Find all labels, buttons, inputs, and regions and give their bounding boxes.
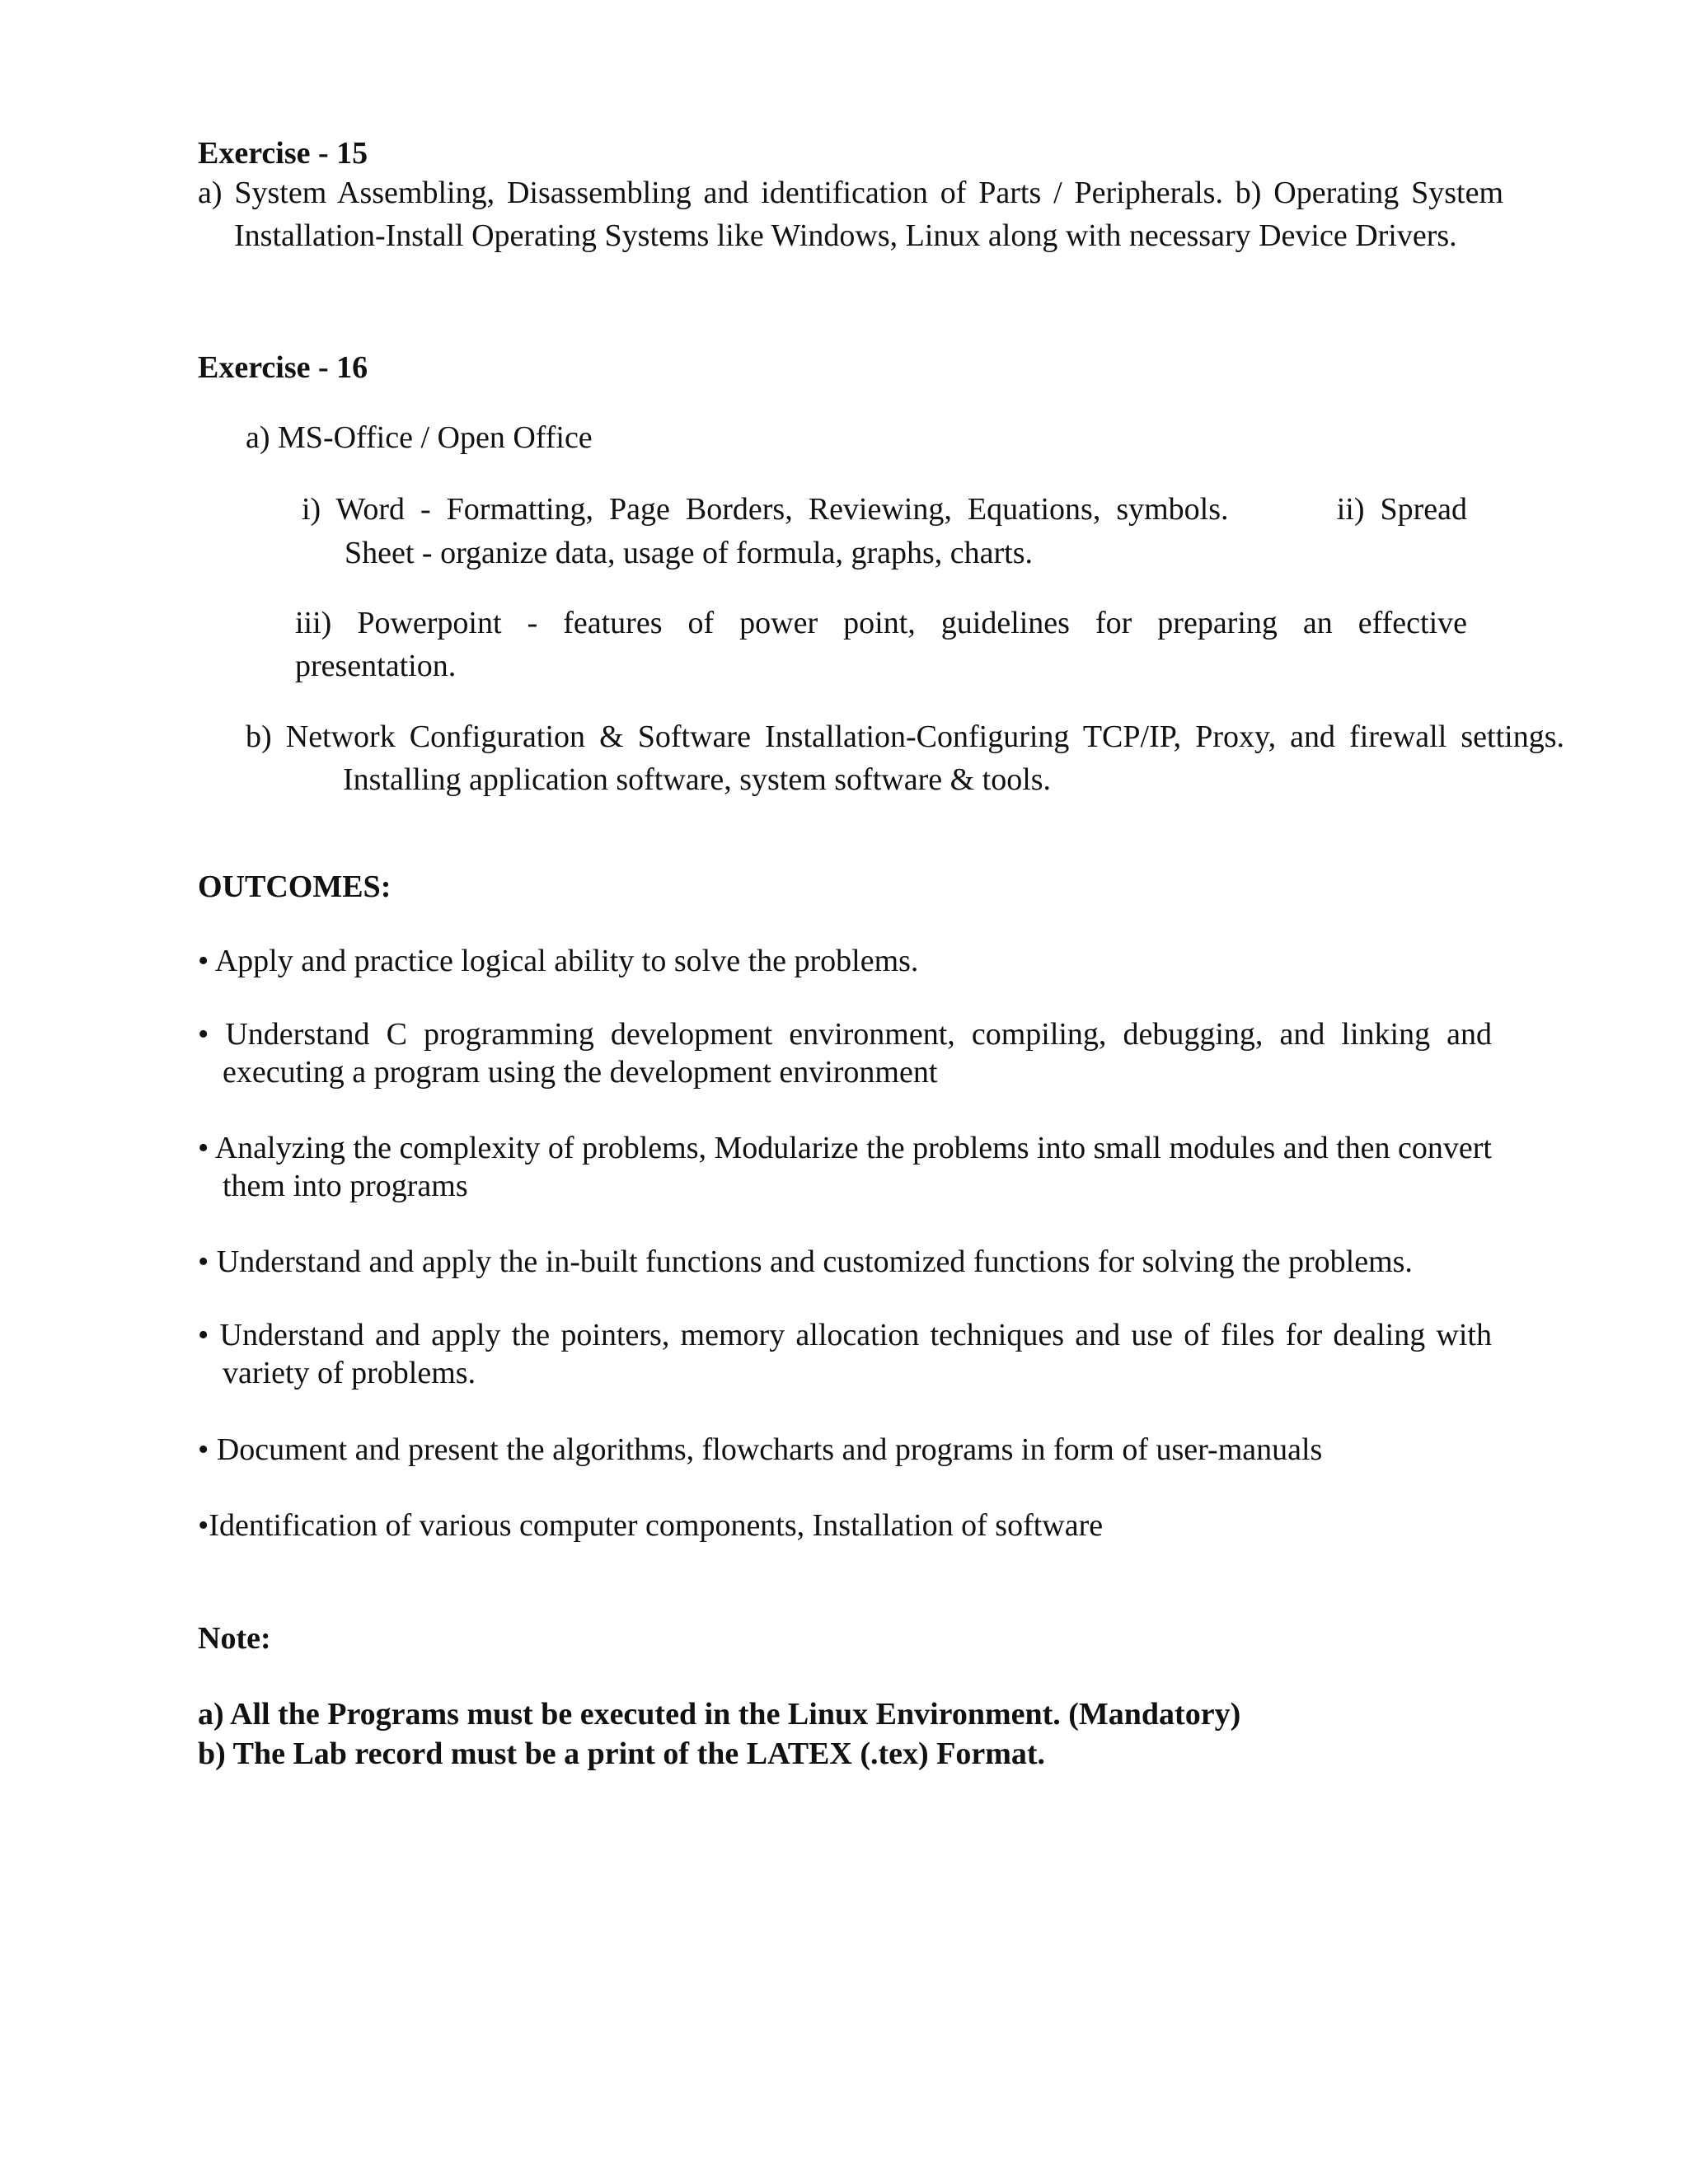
outcome-item: • Apply and practice logical ability to solve the problems. (198, 944, 919, 978)
exercise-15-text: a) System Assembling, Disassembling and identification of Parts / Peripherals. b) Operating System Installation-Install Operating Systems like Windows, Linux along with necessary Device Drivers. (198, 176, 1503, 253)
outcome-item: • Document and present the algorithms, flowcharts and programs in form of user-manuals (198, 1432, 1323, 1467)
exercise-16-i-word: i) Word - Formatting, Page Borders, Reviewing, Equations, symbols. (302, 492, 1229, 527)
note-line-latex: b) The Lab record must be a print of the LATEX (.tex) Format. (198, 1736, 1046, 1771)
exercise-16-title: Exercise - 16 (198, 350, 368, 385)
exercise-16-iii-text: iii) Powerpoint - features of power point, guidelines for preparing an effective presentation. (295, 606, 1475, 683)
outcome-item: • Understand C programming development environment, compiling, debugging, and linking and executing a program using the development environment (198, 1017, 1492, 1090)
outcomes-title: OUTCOMES: (198, 869, 392, 904)
exercise-16-i-line-1 (302, 488, 1467, 531)
note-title: Note: (198, 1621, 271, 1656)
exercise-16-a-heading: a) MS-Office / Open Office (246, 420, 593, 455)
outcome-item: • Analyzing the complexity of problems, Modularize the problems into small modules and then convert them into programs (198, 1131, 1492, 1203)
note-lines (198, 1694, 1240, 1774)
exercise-16-i-line-2: Sheet - organize data, usage of formula, graphs, charts. (345, 536, 1033, 570)
exercise-16-ii-spread: ii) Spread (1336, 492, 1467, 527)
exercise-15-title: Exercise - 15 (198, 136, 368, 171)
outcome-item: • Understand and apply the pointers, memory allocation techniques and use of files for dealing with variety of problems. (198, 1318, 1492, 1390)
exercise-16-b-text: b) Network Configuration & Software Installation-Configuring TCP/IP, Proxy, and firewall settings. Installing application software, system software & tools. (246, 719, 1564, 797)
outcome-item: • Understand and apply the in-built functions and customized functions for solving the problems. (198, 1244, 1413, 1279)
outcome-item: •Identification of various computer components, Installation of software (198, 1508, 1104, 1543)
note-line-linux: a) All the Programs must be executed in the Linux Environment. (Mandatory) (198, 1697, 1241, 1732)
